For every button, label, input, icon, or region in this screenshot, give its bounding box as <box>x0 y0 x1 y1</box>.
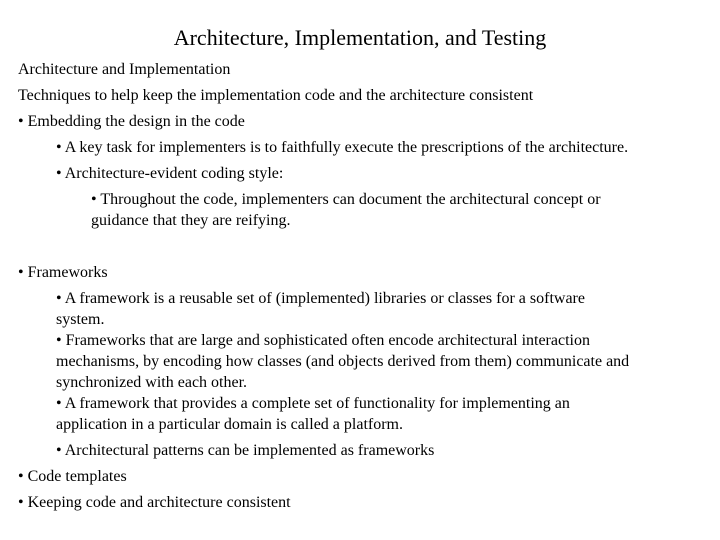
subbullet-frameworks-encode: • Frameworks that are large and sophisticated often encode architectural interaction <box>56 332 590 349</box>
bullet-embedding-design: • Embedding the design in the code <box>18 113 245 130</box>
subbullet-frameworks-encode-cont1: mechanisms, by encoding how classes (and objects derived from them) communicate and <box>56 353 630 370</box>
slide-title: Architecture, Implementation, and Testing <box>173 25 547 50</box>
subbullet-architectural-patterns: • Architectural patterns can be implemented as frameworks <box>56 442 435 459</box>
subsubbullet-document-concept-cont: guidance that they are reifying. <box>91 212 291 229</box>
subbullet-coding-style: • Architecture-evident coding style: <box>56 165 284 182</box>
bullet-code-templates: • Code templates <box>18 468 127 485</box>
subbullet-framework-definition: • A framework is a reusable set of (implemented) libraries or classes for a software <box>56 290 585 307</box>
subsubbullet-document-concept: • Throughout the code, implementers can document the architectural concept or <box>91 191 601 208</box>
slide-body <box>18 59 708 513</box>
subbullet-frameworks-encode-cont2: synchronized with each other. <box>56 374 248 391</box>
bullet-frameworks: • Frameworks <box>18 264 108 281</box>
subbullet-platform: • A framework that provides a complete set of functionality for implementing an <box>56 395 570 412</box>
subbullet-platform-cont: application in a particular domain is called a platform. <box>56 416 403 433</box>
bullet-keeping-consistent: • Keeping code and architecture consistent <box>18 494 291 511</box>
section-heading: Architecture and Implementation <box>18 61 231 78</box>
subbullet-key-task: • A key task for implementers is to faithfully execute the prescriptions of the architecture. <box>56 139 629 156</box>
subbullet-framework-definition-cont: system. <box>56 311 105 328</box>
subtitle-line: Techniques to help keep the implementation code and the architecture consistent <box>18 87 534 104</box>
